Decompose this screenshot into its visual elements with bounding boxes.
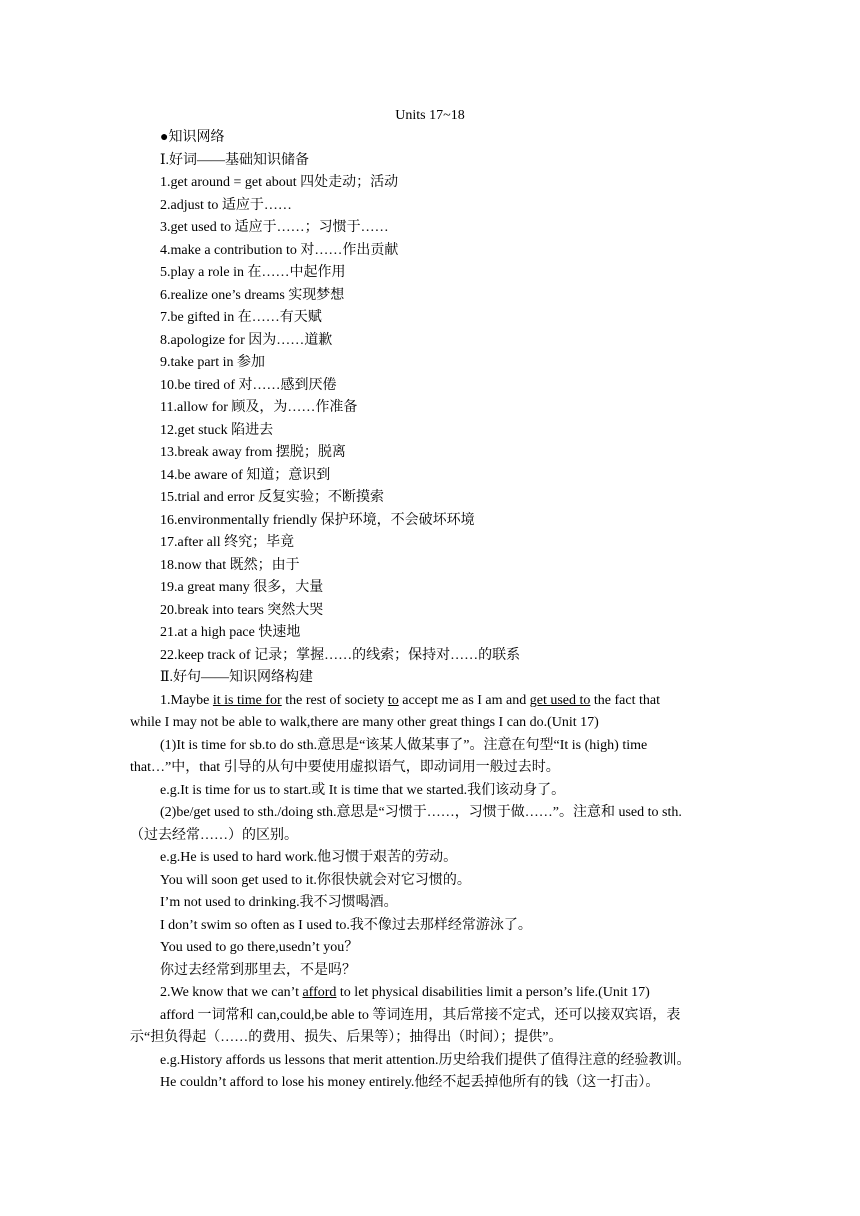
underlined-phrase: it is time for: [212, 693, 282, 708]
example-line: I don’t swim so often as I used to.我不像过去那样经常游泳了。: [160, 918, 532, 933]
word-item: 20.break into tears 突然大哭: [160, 603, 324, 618]
afford-note-line-2: 示“担负得起（……的费用、损失、后果等）；抽得出（时间）；提供”。: [130, 1030, 563, 1045]
word-item: 3.get used to 适应于……；习惯于……: [160, 220, 389, 235]
underlined-phrase: get used to: [529, 693, 591, 708]
word-item: 14.be aware of 知道；意识到: [160, 468, 331, 483]
word-item: 7.be gifted in 在……有天赋: [160, 310, 322, 325]
page-title: Units 17~18: [395, 108, 465, 123]
word-item: 6.realize one’s dreams 实现梦想: [160, 288, 345, 303]
part1-heading: Ⅰ.好词——基础知识储备: [160, 153, 310, 168]
word-item: 15.trial and error 反复实验；不断摸索: [160, 490, 384, 505]
example-line: You used to go there,usedn’t you？: [160, 940, 359, 955]
note-2-line-1: (2)be/get used to sth./doing sth.意思是“习惯于……，习惯于做……”。注意和 used to sth.: [160, 805, 682, 820]
sentence-2: [160, 984, 650, 1002]
underlined-word: afford: [302, 985, 337, 1000]
word-item: 16.environmentally friendly 保护环境，不会破坏环境: [160, 513, 475, 528]
word-item: 5.play a role in 在……中起作用: [160, 265, 346, 280]
word-item: 11.allow for 顾及，为……作准备: [160, 400, 358, 415]
sentence-1-line-1: [160, 692, 732, 710]
sentence-text: accept me as I am and: [398, 693, 530, 708]
note-2-line-2: （过去经常……）的区别。: [130, 828, 298, 843]
word-item: 12.get stuck 陷进去: [160, 423, 274, 438]
example-line: 你过去经常到那里去，不是吗？: [160, 963, 356, 978]
sentence-text: 2.We know that we can’t: [160, 985, 303, 1000]
example-line: I’m not used to drinking.我不习惯喝酒。: [160, 895, 398, 910]
sentence-text: the fact that: [590, 693, 660, 708]
word-item: 17.after all 终究；毕竟: [160, 535, 295, 550]
note-1-line-2: that…”中，that 引导的从句中要使用虚拟语气，即动词用一般过去时。: [130, 760, 560, 775]
example-line: You will soon get used to it.你很快就会对它习惯的。: [160, 873, 471, 888]
sentence-1-line-2: while I may not be able to walk,there are many other great things I can do.(Unit 17): [130, 715, 599, 730]
example-line: He couldn’t afford to lose his money entirely.他经不起丢掉他所有的钱（这一打击）。: [160, 1075, 660, 1090]
word-item: 13.break away from 摆脱；脱离: [160, 445, 346, 460]
word-item: 19.a great many 很多，大量: [160, 580, 324, 595]
afford-note-line-1: afford 一词常和 can,could,be able to 等词连用，其后常接不定式，还可以接双宾语，表: [160, 1008, 681, 1023]
sentence-text: 1.Maybe: [160, 693, 213, 708]
sentence-text: the rest of society: [281, 693, 388, 708]
word-item: 1.get around = get about 四处走动；活动: [160, 175, 399, 190]
part2-heading: Ⅱ.好句——知识网络构建: [160, 670, 314, 685]
word-item: 21.at a high pace 快速地: [160, 625, 301, 640]
word-item: 10.be tired of 对……感到厌倦: [160, 378, 337, 393]
section-heading: ●知识网络: [160, 130, 225, 145]
word-item: 8.apologize for 因为……道歉: [160, 333, 333, 348]
word-item: 2.adjust to 适应于……: [160, 198, 292, 213]
note-1-line-1: (1)It is time for sb.to do sth.意思是“该某人做某事了”。注意在句型“It is (high) time: [160, 738, 648, 753]
word-item: 9.take part in 参加: [160, 355, 265, 370]
underlined-phrase: to: [387, 693, 399, 708]
example-line: e.g.History affords us lessons that merit attention.历史给我们提供了值得注意的经验教训。: [160, 1053, 691, 1068]
sentence-text: to let physical disabilities limit a person’s life.(Unit 17): [336, 985, 650, 1000]
word-item: 4.make a contribution to 对……作出贡献: [160, 243, 399, 258]
word-item: 22.keep track of 记录；掌握……的线索；保持对……的联系: [160, 648, 521, 663]
word-item: 18.now that 既然；由于: [160, 558, 300, 573]
example-1: e.g.It is time for us to start.或 It is time that we started.我们该动身了。: [160, 783, 566, 798]
example-line: e.g.He is used to hard work.他习惯于艰苦的劳动。: [160, 850, 458, 865]
